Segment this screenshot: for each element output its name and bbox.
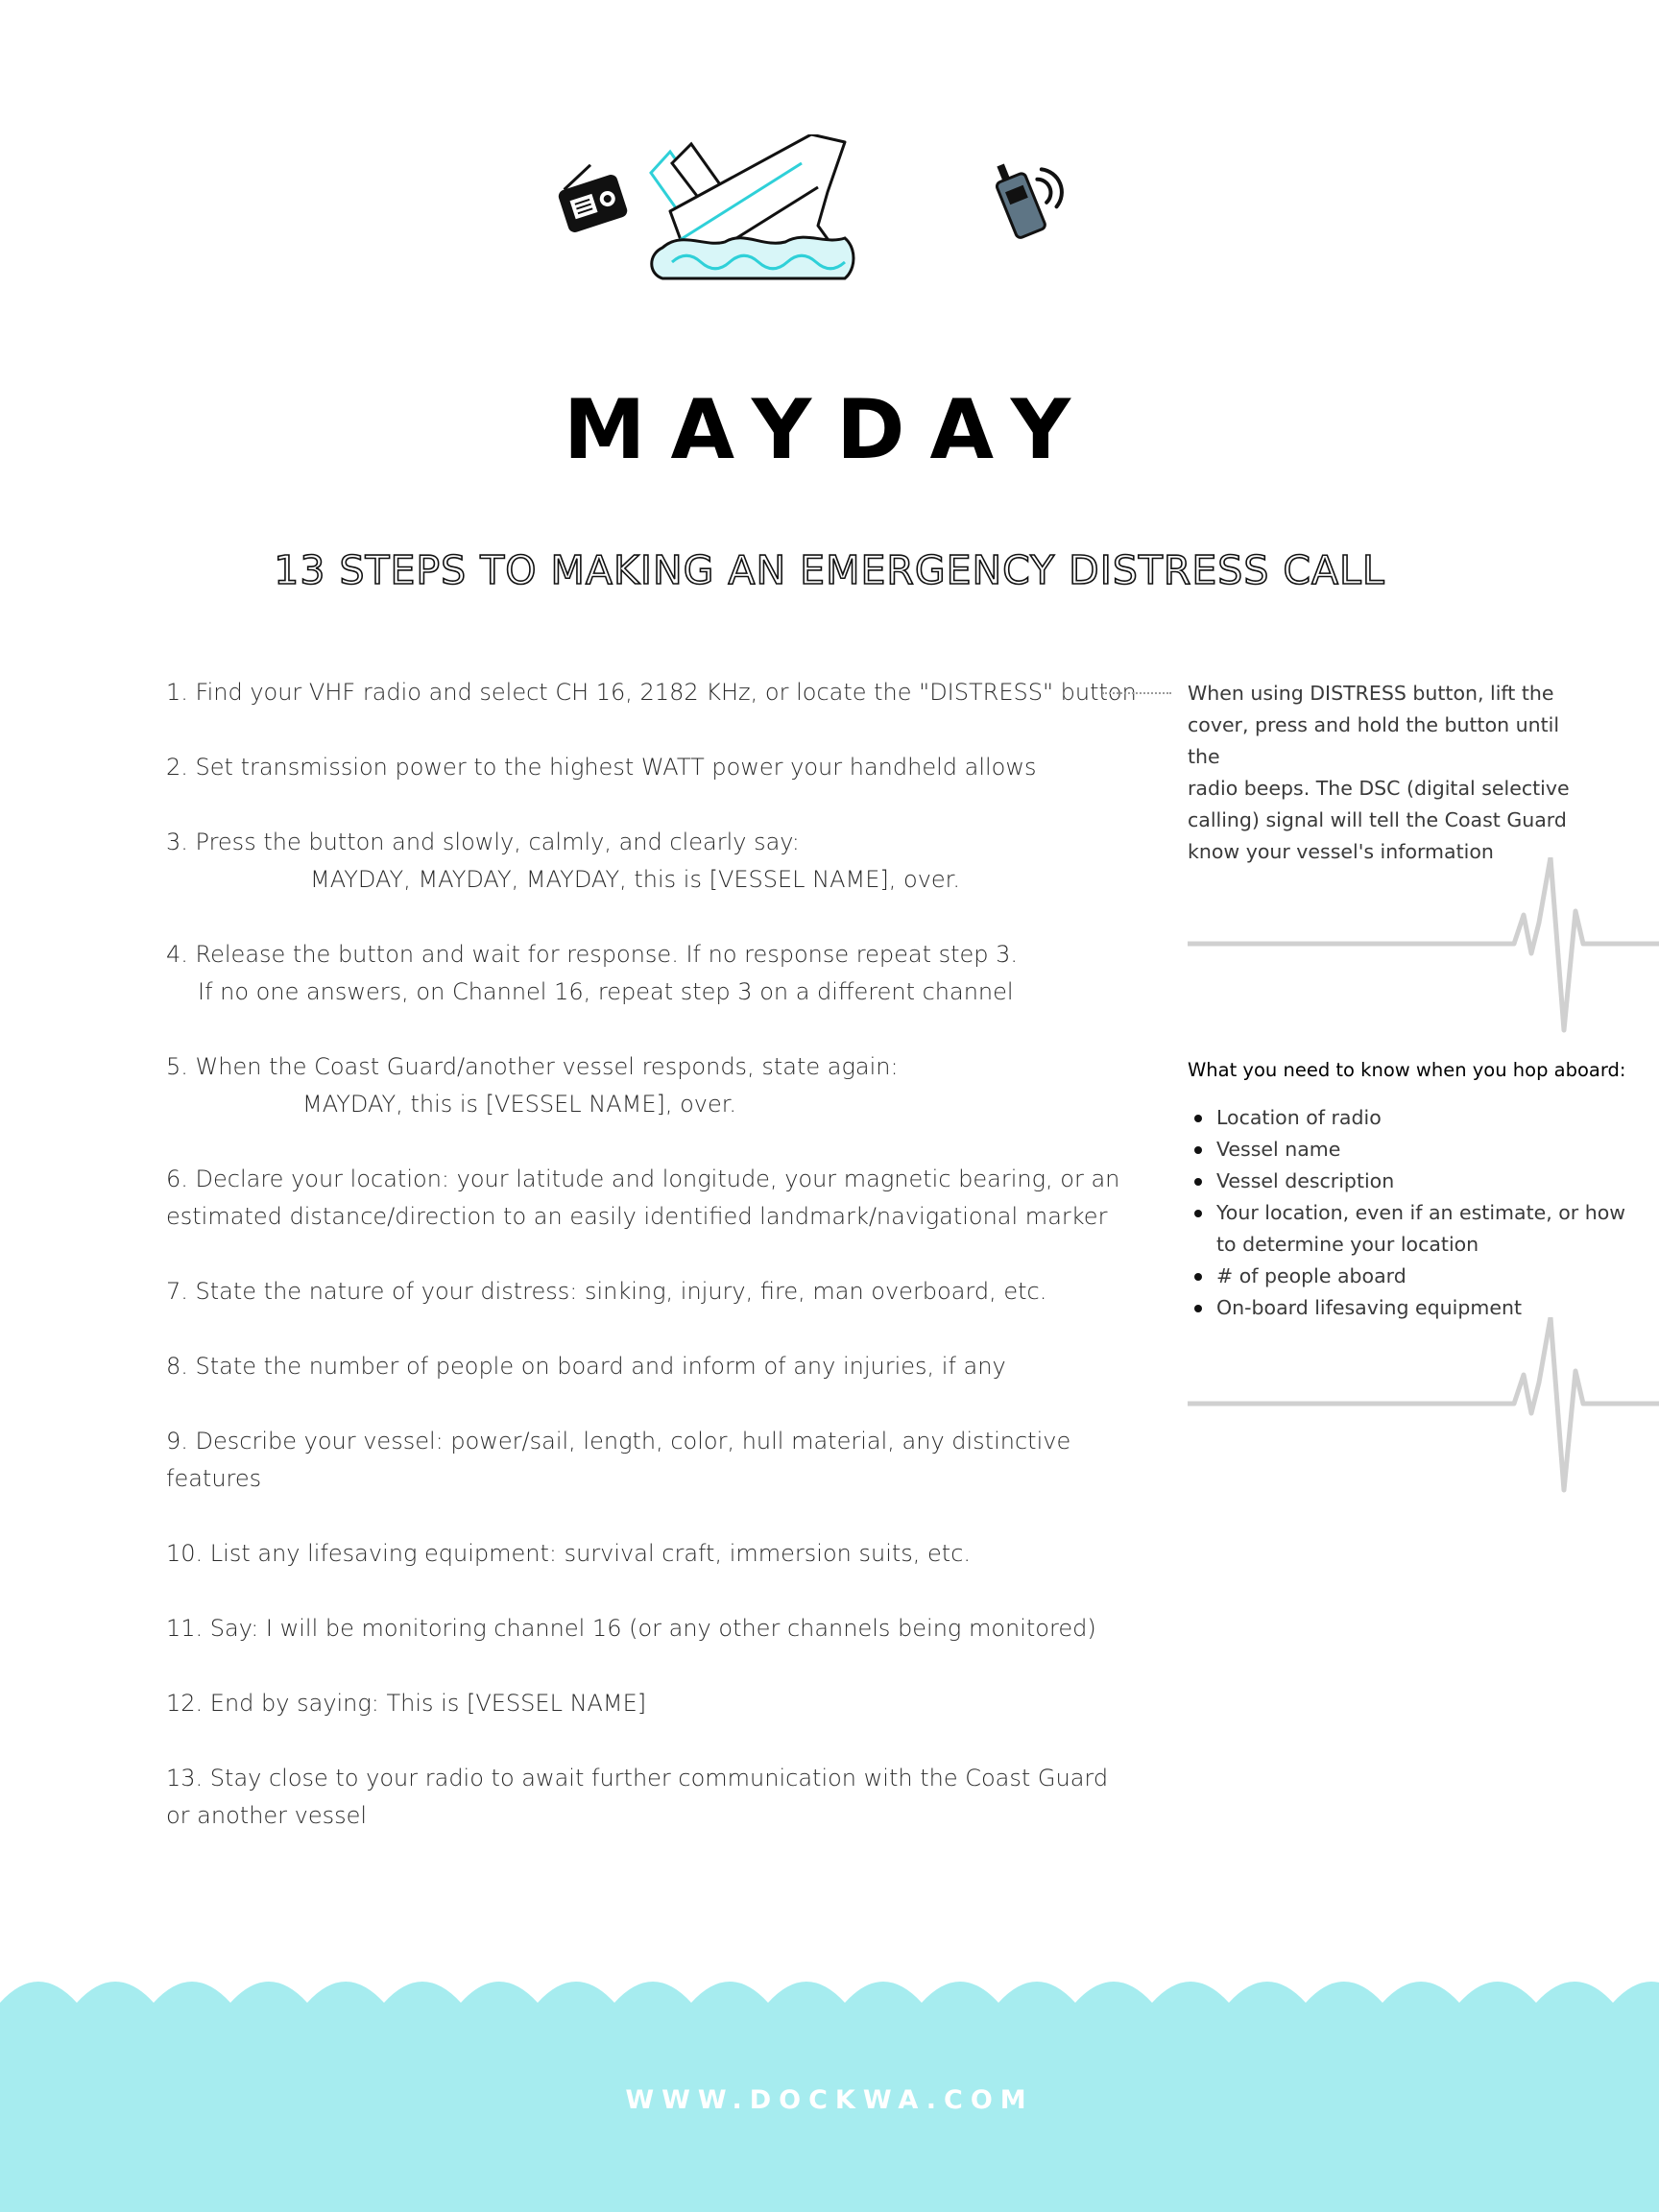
page-title: MAYDAY bbox=[563, 382, 1096, 478]
bullet-icon bbox=[1194, 1210, 1202, 1217]
distress-note-line: When using DISTRESS button, lift the bbox=[1188, 682, 1554, 705]
step-line: 10. List any lifesaving equipment: survival craft, immersion suits, etc. bbox=[166, 1540, 972, 1567]
page-subtitle: 13 STEPS TO MAKING AN EMERGENCY DISTRESS CALL bbox=[274, 547, 1385, 593]
step-line: 3. Press the button and slowly, calmly, and clearly say: bbox=[166, 829, 800, 855]
steps-list bbox=[166, 674, 1137, 1835]
step-line: 8. State the number of people on board and inform of any injuries, if any bbox=[166, 1353, 1006, 1380]
hero-illustration bbox=[518, 134, 1114, 326]
distress-note-line: know your vessel's information bbox=[1188, 840, 1494, 863]
know-item bbox=[1188, 1134, 1639, 1166]
know-item-line: Vessel description bbox=[1216, 1169, 1395, 1192]
bullet-icon bbox=[1194, 1146, 1202, 1154]
know-item-line: to determine your location bbox=[1216, 1233, 1479, 1256]
dotted-leader-line bbox=[1102, 692, 1171, 694]
bullet-icon bbox=[1194, 1273, 1202, 1281]
distress-note bbox=[1188, 678, 1591, 868]
step-item bbox=[166, 1610, 1096, 1647]
step-line: 1. Find your VHF radio and select CH 16, 2182 KHz, or locate the "DISTRESS" button bbox=[166, 679, 1137, 706]
step-line: 9. Describe your vessel: power/sail, length, color, hull material, any distinctive bbox=[166, 1428, 1071, 1455]
know-item bbox=[1188, 1197, 1639, 1261]
footer-url: WWW.DOCKWA.COM bbox=[625, 2085, 1034, 2115]
step-item bbox=[166, 1348, 1088, 1385]
know-list bbox=[1188, 1102, 1639, 1324]
step-line: 13. Stay close to your radio to await further communication with the Coast Guard bbox=[166, 1765, 1109, 1791]
step-line: 7. State the nature of your distress: sinking, injury, fire, man overboard, etc. bbox=[166, 1278, 1047, 1305]
know-item-line: # of people aboard bbox=[1216, 1264, 1407, 1287]
step-item bbox=[166, 1048, 1088, 1123]
step-line: 5. When the Coast Guard/another vessel responds, state again: bbox=[166, 1053, 899, 1080]
know-item bbox=[1188, 1166, 1639, 1197]
distress-note-line: cover, press and hold the button until the bbox=[1188, 713, 1560, 768]
step-line: 4. Release the button and wait for response. If no response repeat step 3. bbox=[166, 941, 1019, 968]
know-item-line: On-board lifesaving equipment bbox=[1216, 1296, 1522, 1319]
heartbeat-line-icon bbox=[1188, 857, 1659, 1040]
radio-icon bbox=[552, 158, 629, 234]
step-item bbox=[166, 1535, 1088, 1573]
step-line: MAYDAY, MAYDAY, MAYDAY, this is [VESSEL NAME], over. bbox=[310, 866, 960, 893]
step-line: estimated distance/direction to an easily identified landmark/navigational marker bbox=[166, 1203, 1108, 1230]
step-line: MAYDAY, this is [VESSEL NAME], over. bbox=[302, 1091, 737, 1118]
heartbeat-line-icon bbox=[1188, 1317, 1659, 1500]
step-line: features bbox=[166, 1465, 262, 1492]
know-item-line: Vessel name bbox=[1216, 1138, 1341, 1161]
know-title: What you need to know when you hop aboard: bbox=[1188, 1059, 1626, 1081]
step-line: or another vessel bbox=[166, 1802, 368, 1829]
know-item bbox=[1188, 1261, 1639, 1292]
step-item bbox=[166, 1423, 1088, 1498]
know-item-line: Your location, even if an estimate, or how bbox=[1216, 1201, 1626, 1224]
handheld-radio-icon bbox=[990, 147, 1073, 239]
step-item bbox=[166, 674, 1137, 711]
step-line: 12. End by saying: This is [VESSEL NAME] bbox=[166, 1690, 647, 1717]
step-item bbox=[166, 749, 1088, 786]
step-item bbox=[166, 1760, 1109, 1835]
know-item bbox=[1188, 1102, 1639, 1134]
step-item bbox=[166, 824, 1088, 899]
bullet-icon bbox=[1194, 1115, 1202, 1122]
distress-note-line: calling) signal will tell the Coast Guard bbox=[1188, 808, 1567, 831]
step-line: If no one answers, on Channel 16, repeat step 3 on a different channel bbox=[198, 978, 1014, 1005]
step-item bbox=[166, 1273, 1088, 1310]
distress-note-line: radio beeps. The DSC (digital selective bbox=[1188, 777, 1570, 800]
step-line: 11. Say: I will be monitoring channel 16 (or any other channels being monitored) bbox=[166, 1615, 1096, 1642]
sinking-ship-icon bbox=[651, 134, 854, 278]
step-line: 2. Set transmission power to the highest WATT power your handheld allows bbox=[166, 754, 1037, 781]
bullet-icon bbox=[1194, 1305, 1202, 1312]
step-line: 6. Declare your location: your latitude and longitude, your magnetic bearing, or an bbox=[166, 1166, 1120, 1192]
know-item-line: Location of radio bbox=[1216, 1106, 1382, 1129]
step-item bbox=[166, 1685, 1088, 1722]
bullet-icon bbox=[1194, 1178, 1202, 1186]
step-item bbox=[166, 1161, 1120, 1236]
step-item bbox=[166, 936, 1088, 1011]
